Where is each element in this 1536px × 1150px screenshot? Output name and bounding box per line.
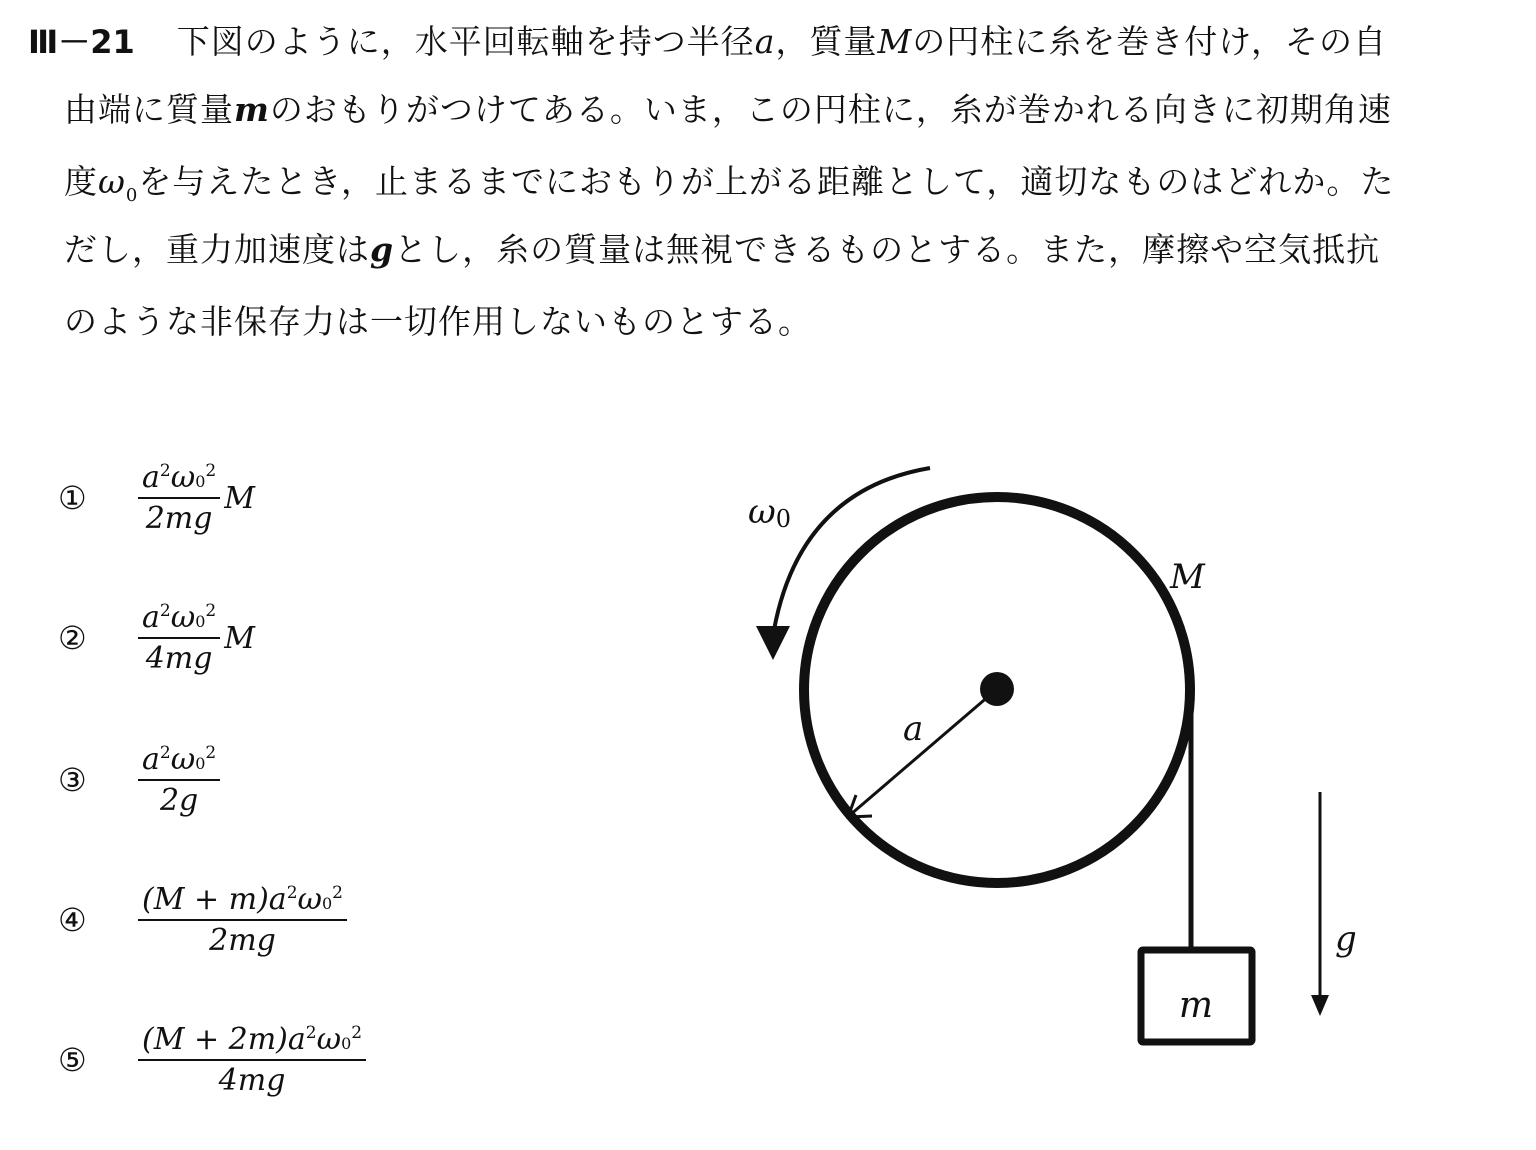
radius-label: a (903, 709, 924, 749)
cylinder-mass-label: M (1170, 557, 1205, 597)
problem-line-4: だし，重力加速度はgとし，糸の質量は無視できるものとする。また，摩擦や空気抵抗 (64, 230, 1381, 269)
problem-line-2: 由端に質量mのおもりがつけてある。いま，この円柱に，糸が巻かれる向きに初期角速 (64, 90, 1392, 129)
problem-line-5: のような非保存力は一切作用しないものとする。 (64, 302, 812, 341)
choice-5-expression: $\frac{(M + 2m)a^2\omega 0^2}{4mg}$ (138, 1020, 366, 1100)
choice-4-expression: $\frac{(M + m)a^2\omega 0^2}{2mg}$ (138, 880, 347, 960)
gravity-label: g (1335, 919, 1357, 959)
choice-1-label: ① (58, 479, 87, 517)
radius-line (850, 689, 997, 815)
choice-4-label: ④ (58, 901, 87, 939)
choice-2-expression: $\frac{a^2\omega 0^2}{4mg}$ M (138, 598, 255, 678)
rotation-arc (774, 468, 930, 630)
choice-3-expression: $\frac{a^2\omega 0^2}{2g}$ (138, 740, 220, 820)
problem-line-1: Ⅲ－21 下図のように，水平回転軸を持つ半径a，質量Mの円柱に糸を巻き付け，その自 (28, 22, 1387, 61)
choice-2-label: ② (58, 619, 87, 657)
choice-5-label: ⑤ (58, 1041, 87, 1079)
block-mass-label: m (1178, 985, 1214, 1026)
problem-line-3: 度$\omega_0$を与えたとき，止まるまでにおもりが上がる距離として，適切なものはどれか。た (64, 162, 1395, 206)
choice-1-expression: $\frac{a^2\omega 0^2}{2mg}$ M (138, 458, 255, 538)
question-number: Ⅲ－21 (28, 23, 135, 61)
rotation-arrowhead (756, 626, 790, 660)
choice-3-label: ③ (58, 761, 87, 799)
gravity-arrowhead (1311, 995, 1329, 1016)
figure-omega-label: ω0 (748, 492, 792, 533)
